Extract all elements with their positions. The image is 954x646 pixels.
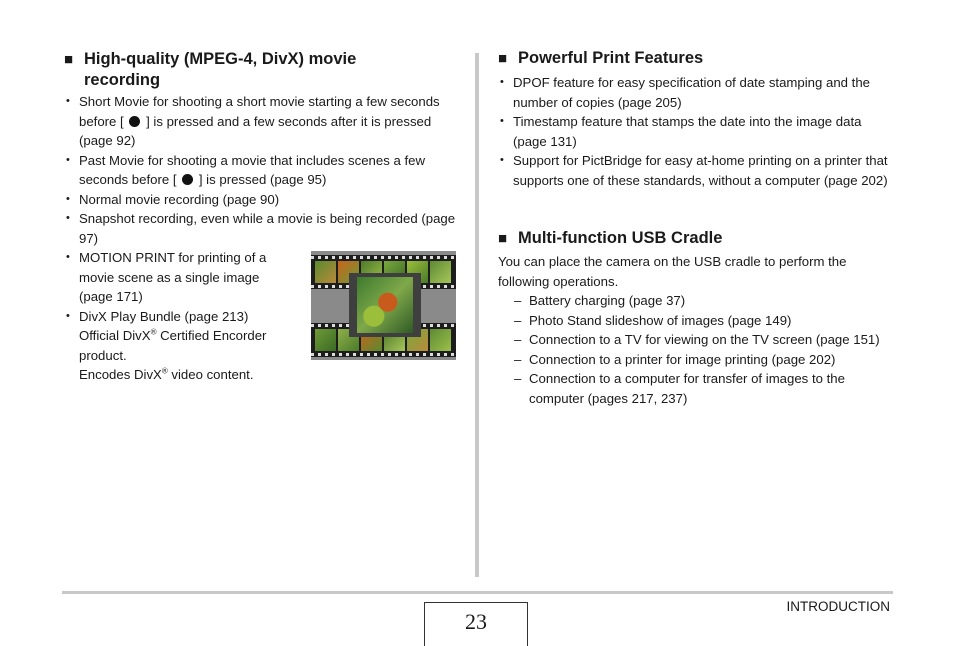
section-label: INTRODUCTION — [786, 599, 890, 614]
print-features-heading: ■ Powerful Print Features — [498, 49, 704, 67]
list-item: – Connection to a computer for transfer of images to the computer (pages 217, 237) — [514, 369, 894, 408]
heading-marker-icon: ■ — [498, 230, 508, 247]
list-item: – Photo Stand slideshow of images (page 149) — [514, 311, 894, 331]
motion-print-illustration — [311, 251, 456, 360]
list-item: • Support for PictBridge for easy at-home printing on a printer that supports one of these standards, without a computer (page 202) — [498, 151, 893, 190]
heading-marker-icon: ■ — [498, 50, 508, 67]
list-item: • DivX Play Bundle (page 213) Official DivX® Certified Encorder product. Encodes DivX® video content. — [64, 307, 284, 385]
list-item: • Timestamp feature that stamps the date into the image data (page 131) — [498, 112, 893, 151]
column-divider — [475, 53, 479, 577]
usb-cradle-operations — [498, 291, 894, 408]
list-item: • MOTION PRINT for printing of a movie scene as a single image (page 171) — [64, 248, 284, 307]
heading-marker-icon: ■ — [64, 51, 74, 68]
shutter-button-icon — [182, 174, 193, 185]
list-item: – Connection to a printer for image printing (page 202) — [514, 350, 894, 370]
list-item: • Past Movie for shooting a movie that includes scenes a few seconds before [ ] is pressed (page 95) — [64, 151, 459, 190]
list-item: • Snapshot recording, even while a movie is being recorded (page 97) — [64, 209, 459, 248]
shutter-button-icon — [129, 116, 140, 127]
footer-rule — [62, 591, 893, 594]
movie-heading: ■ High-quality (MPEG-4, DivX) movie recording — [64, 50, 357, 89]
list-item: – Battery charging (page 37) — [514, 291, 894, 311]
motion-print-composite-frame — [349, 273, 421, 337]
usb-cradle-heading: ■ Multi-function USB Cradle — [498, 229, 723, 247]
list-item: • Short Movie for shooting a short movie starting a few seconds before [ ] is pressed and a few seconds after it is pressed (page 92) — [64, 92, 459, 151]
page-number: 23 — [424, 602, 528, 646]
list-item: • Normal movie recording (page 90) — [64, 190, 459, 210]
print-feature-list — [498, 73, 893, 190]
list-item: • DPOF feature for easy specification of date stamping and the number of copies (page 205) — [498, 73, 893, 112]
list-item: – Connection to a TV for viewing on the TV screen (page 151) — [514, 330, 894, 350]
usb-cradle-intro: You can place the camera on the USB cradle to perform the following operations. — [498, 254, 847, 289]
